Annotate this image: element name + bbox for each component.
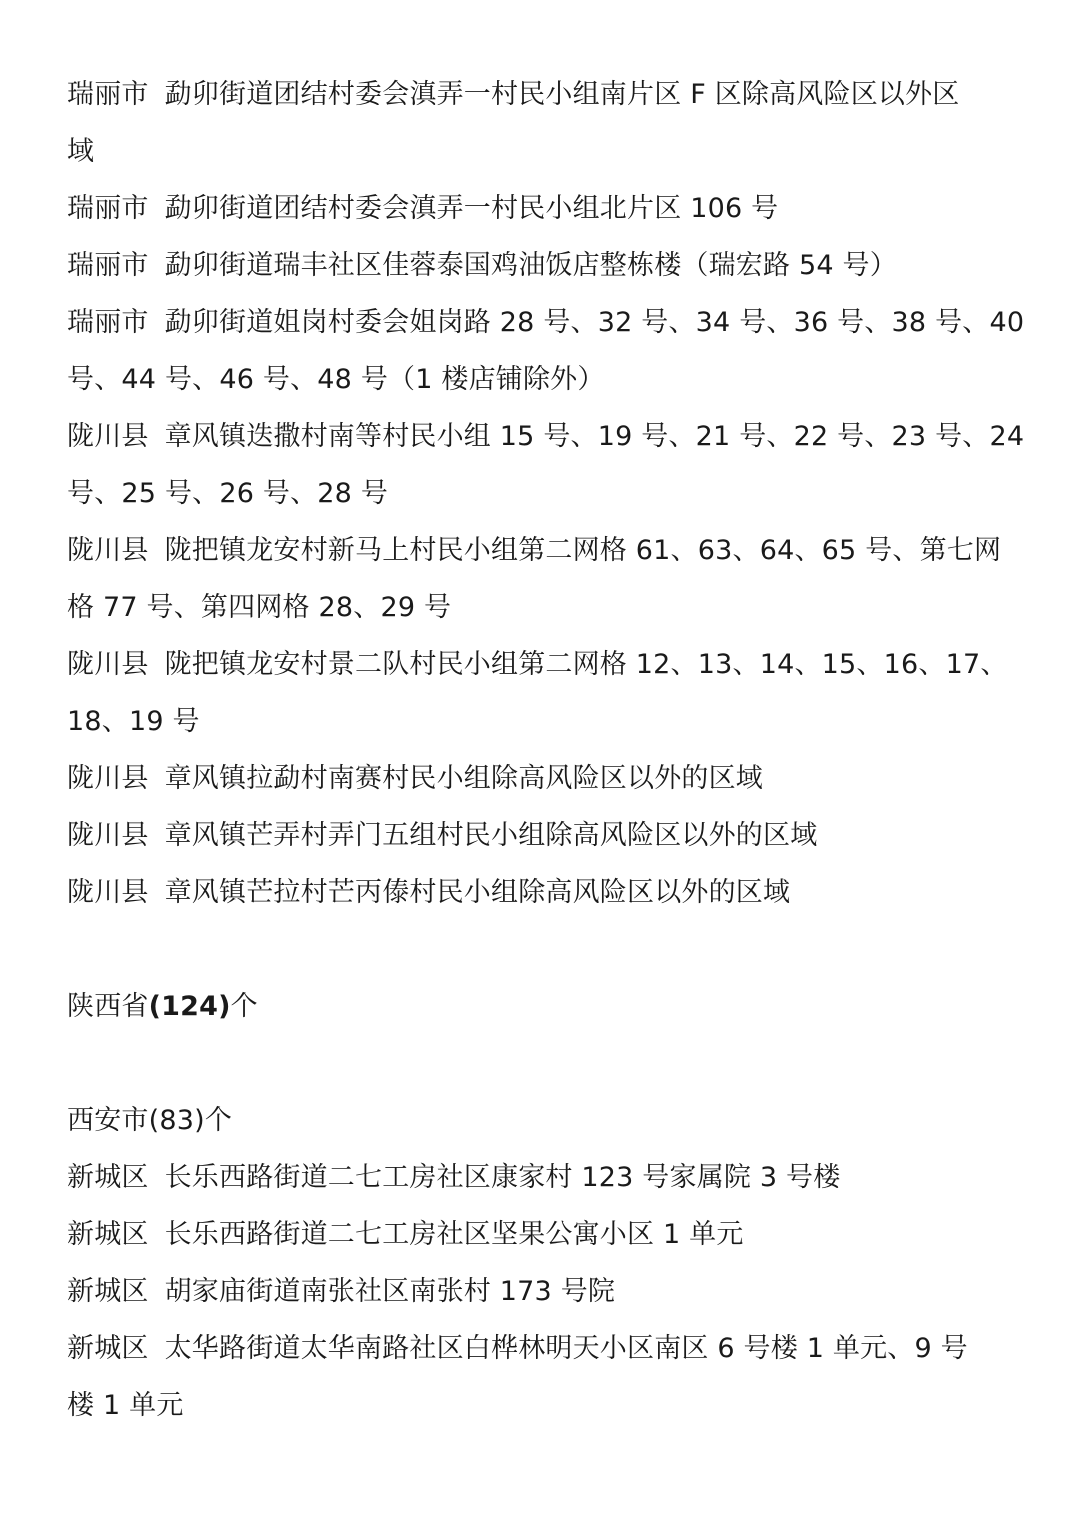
entry-text: 勐卯街道团结村委会滇弄一村民小组北片区 106 号: [164, 193, 779, 224]
entry-line: [67, 636, 1027, 693]
entry-text: 章风镇芒弄村弄门五组村民小组除高风险区以外的区域: [164, 820, 818, 851]
entry-line: [67, 294, 1027, 351]
entry-text: 勐卯街道瑞丰社区佳蓉泰国鸡油饭店整栋楼（瑞宏路 54 号）: [164, 250, 897, 281]
entry-text: 长乐西路街道二七工房社区康家村 123 号家属院 3 号楼: [164, 1162, 841, 1193]
entry: [67, 636, 1027, 750]
entry: [67, 180, 1027, 237]
spacer: [67, 921, 1027, 978]
entry-text: 胡家庙街道南张社区南张村 173 号院: [164, 1276, 616, 1307]
entry: [67, 408, 1027, 522]
province-count: (124): [148, 991, 231, 1022]
entry-text: 章风镇迭撒村南等村民小组 15 号、19 号、21 号、22 号、23 号、24: [164, 421, 1025, 452]
entry-line: [67, 1149, 1027, 1206]
entry-text: 陇把镇龙安村景二队村民小组第二网格 12、13、14、15、16、17、: [164, 649, 1008, 680]
city-heading: 西安市(83)个: [67, 1105, 233, 1136]
entry-line: [67, 750, 1027, 807]
entry-text: 太华路街道太华南路社区白桦林明天小区南区 6 号楼 1 单元、9 号: [164, 1333, 968, 1364]
entry-text: 章风镇拉勐村南赛村民小组除高风险区以外的区域: [164, 763, 764, 794]
area-name: 新城区: [67, 1219, 149, 1250]
province-suffix: 个: [230, 991, 258, 1022]
document-page: [67, 66, 1027, 1434]
area-name: 瑞丽市: [67, 250, 149, 281]
area-name: 瑞丽市: [67, 193, 149, 224]
entry-line: [67, 180, 1027, 237]
entry-line: [67, 864, 1027, 921]
spacer: [67, 1035, 1027, 1092]
area-name: 陇川县: [67, 535, 149, 566]
province-name: 陕西省: [67, 991, 149, 1022]
entry: [67, 807, 1027, 864]
entry: [67, 750, 1027, 807]
entry-text: 陇把镇龙安村新马上村民小组第二网格 61、63、64、65 号、第七网: [164, 535, 1002, 566]
entry-text: 长乐西路街道二七工房社区坚果公寓小区 1 单元: [164, 1219, 744, 1250]
area-name: 瑞丽市: [67, 307, 149, 338]
entry-line: [67, 1263, 1027, 1320]
area-name: 瑞丽市: [67, 79, 149, 110]
entry: [67, 237, 1027, 294]
entry: [67, 1320, 1027, 1434]
entry-line-cont: 格 77 号、第四网格 28、29 号: [67, 592, 452, 623]
entry-line: [67, 1206, 1027, 1263]
entry: [67, 66, 1027, 180]
entry-line: [67, 66, 1027, 123]
entry: [67, 864, 1027, 921]
entry-line-cont: 域: [67, 136, 95, 167]
entry-line: [67, 807, 1027, 864]
entry-line: [67, 522, 1027, 579]
entry: [67, 1149, 1027, 1206]
entry-line-cont: 楼 1 单元: [67, 1390, 184, 1421]
entry-line: [67, 237, 1027, 294]
entry-line: [67, 1320, 1027, 1377]
province-heading: [67, 978, 1027, 1035]
entry-line-cont: 号、25 号、26 号、28 号: [67, 478, 389, 509]
entry: [67, 294, 1027, 408]
area-name: 陇川县: [67, 820, 149, 851]
entry-text: 章风镇芒拉村芒丙傣村民小组除高风险区以外的区域: [164, 877, 791, 908]
entry: [67, 1206, 1027, 1263]
entry-text: 勐卯街道团结村委会滇弄一村民小组南片区 F 区除高风险区以外区: [164, 79, 960, 110]
entry-line: [67, 408, 1027, 465]
area-name: 陇川县: [67, 877, 149, 908]
area-name: 新城区: [67, 1162, 149, 1193]
entry-line-cont: 18、19 号: [67, 706, 200, 737]
area-name: 陇川县: [67, 649, 149, 680]
area-name: 陇川县: [67, 763, 149, 794]
entry: [67, 522, 1027, 636]
area-name: 新城区: [67, 1333, 149, 1364]
entry-text: 勐卯街道姐岗村委会姐岗路 28 号、32 号、34 号、36 号、38 号、40: [164, 307, 1025, 338]
area-name: 新城区: [67, 1276, 149, 1307]
entry: [67, 1263, 1027, 1320]
entry-line-cont: 号、44 号、46 号、48 号（1 楼店铺除外）: [67, 364, 605, 395]
area-name: 陇川县: [67, 421, 149, 452]
